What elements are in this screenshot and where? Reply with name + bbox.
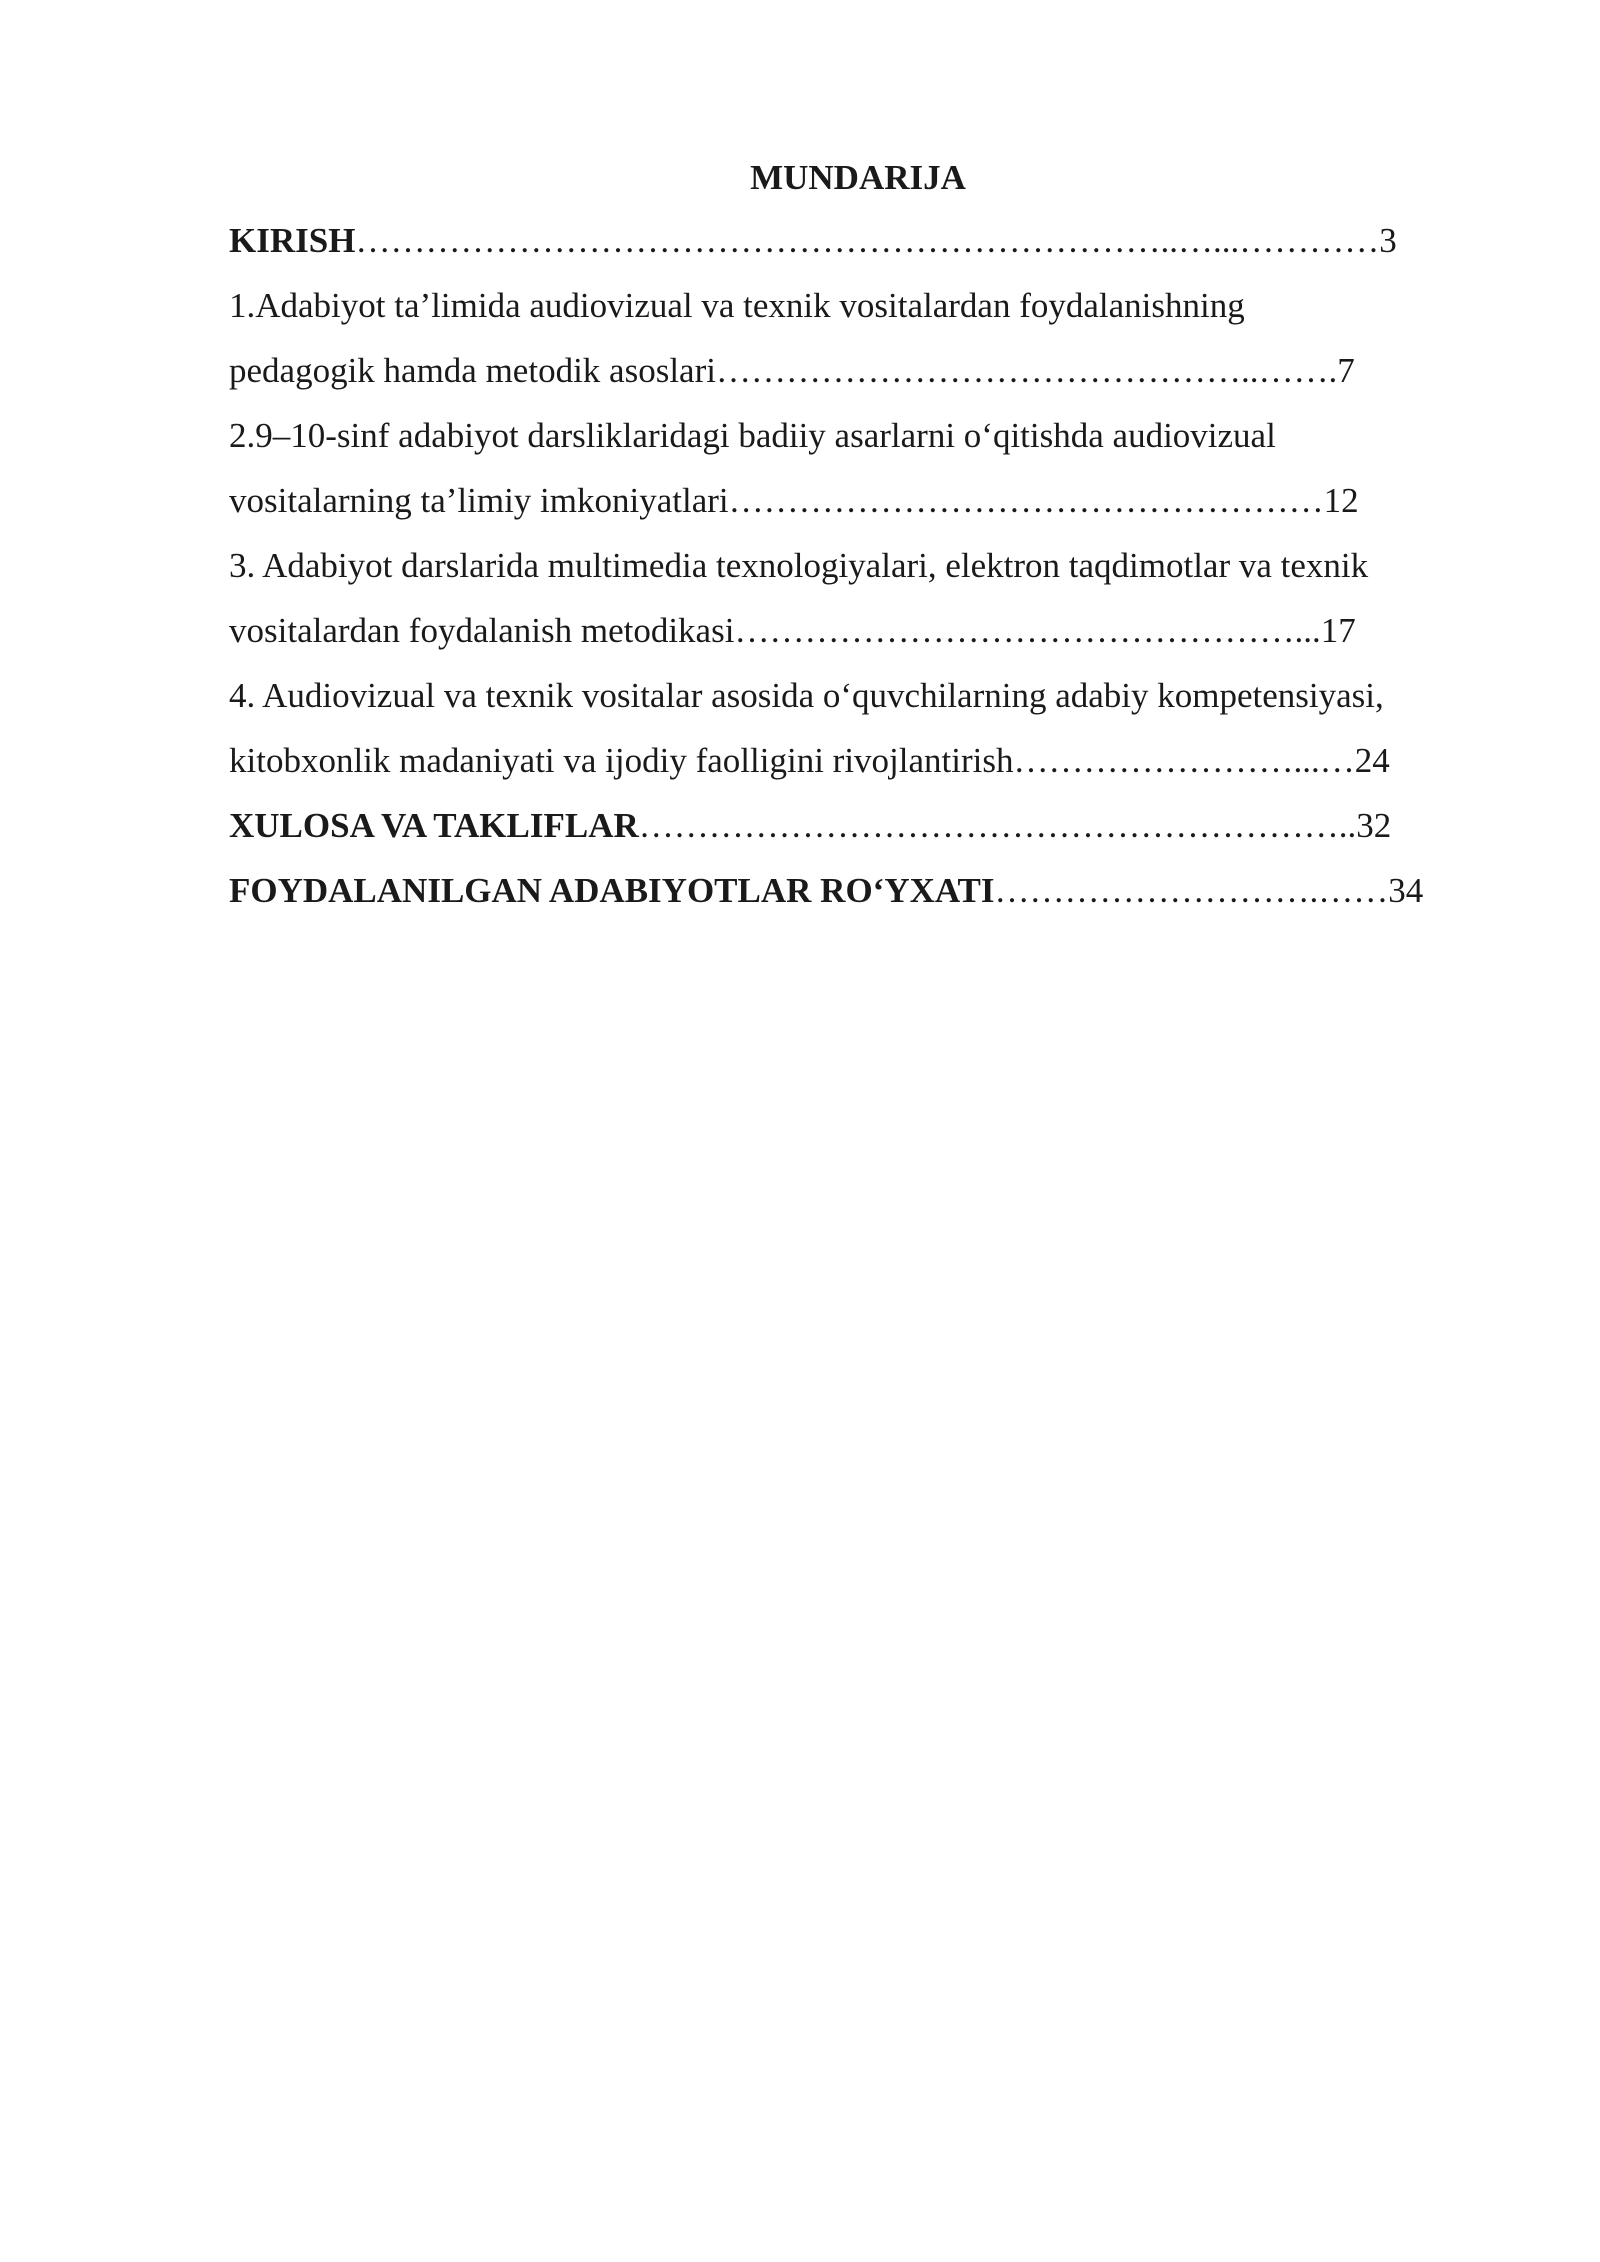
toc-page-number: 24 — [1354, 741, 1390, 780]
table-of-contents — [229, 148, 1487, 923]
toc-leader-dots: ……………………...… — [1013, 741, 1355, 780]
toc-page-number: 32 — [1356, 806, 1392, 845]
toc-page-number: 12 — [1323, 481, 1359, 520]
toc-entry-references — [229, 858, 1487, 923]
toc-entry-chapter-3-line-1 — [229, 533, 1487, 598]
toc-entry-chapter-4-line-2 — [229, 728, 1487, 793]
toc-page-number: 34 — [1388, 871, 1424, 910]
toc-leader-dots: ………………………………………..……. — [715, 351, 1338, 390]
toc-entry-text: FOYDALANILGAN ADABIYOTLAR RO‘YXATI — [229, 871, 995, 910]
toc-entry-text: vositalardan foydalanish metodikasi — [229, 611, 735, 650]
toc-leader-dots: …………………………………………… — [728, 481, 1324, 520]
toc-entry-text: 3. Adabiyot darslarida multimedia texnologiyalari, elektron taqdimotlar va texnik — [229, 546, 1369, 585]
toc-leader-dots: …………………………………………... — [734, 611, 1321, 650]
toc-leader-dots: …………………………………………………….. — [638, 806, 1357, 845]
toc-entry-chapter-3-line-2 — [229, 598, 1487, 663]
toc-entry-chapter-2-line-2 — [229, 468, 1487, 533]
toc-entry-text: 4. Audiovizual va texnik vositalar asosida o‘quvchilarning adabiy kompetensiyasi, — [229, 676, 1384, 715]
toc-leader-dots: ……………………….…… — [994, 871, 1389, 910]
toc-entry-text: kitobxonlik madaniyati va ijodiy faolligini rivojlantirish — [229, 741, 1014, 780]
toc-entry-kirish — [229, 208, 1487, 273]
toc-entry-chapter-1-line-2 — [229, 338, 1487, 403]
toc-entry-text: KIRISH — [229, 221, 356, 260]
toc-entry-text: XULOSA VA TAKLIFLAR — [229, 806, 639, 845]
toc-entry-chapter-2-line-1 — [229, 403, 1487, 468]
toc-title: MUNDARIJA — [750, 158, 966, 197]
toc-entry-text: pedagogik hamda metodik asoslari — [229, 351, 716, 390]
toc-page-number: 17 — [1320, 611, 1356, 650]
toc-leader-dots: ……………………………………………………………..…...………… — [355, 221, 1380, 260]
toc-entry-text: 2.9–10-sinf adabiyot darsliklaridagi badiiy asarlarni o‘qitishda audiovizual — [229, 416, 1276, 455]
toc-entry-text: 1.Adabiyot ta’limida audiovizual va texnik vositalardan foydalanishning — [229, 286, 1245, 325]
toc-entry-chapter-4-line-1 — [229, 663, 1487, 728]
toc-entry-text: vositalarning ta’limiy imkoniyatlari — [229, 481, 729, 520]
toc-entry-conclusion — [229, 793, 1487, 858]
toc-entry-chapter-1-line-1 — [229, 273, 1487, 338]
toc-page-number: 7 — [1337, 351, 1355, 390]
toc-page-number: 3 — [1379, 221, 1397, 260]
